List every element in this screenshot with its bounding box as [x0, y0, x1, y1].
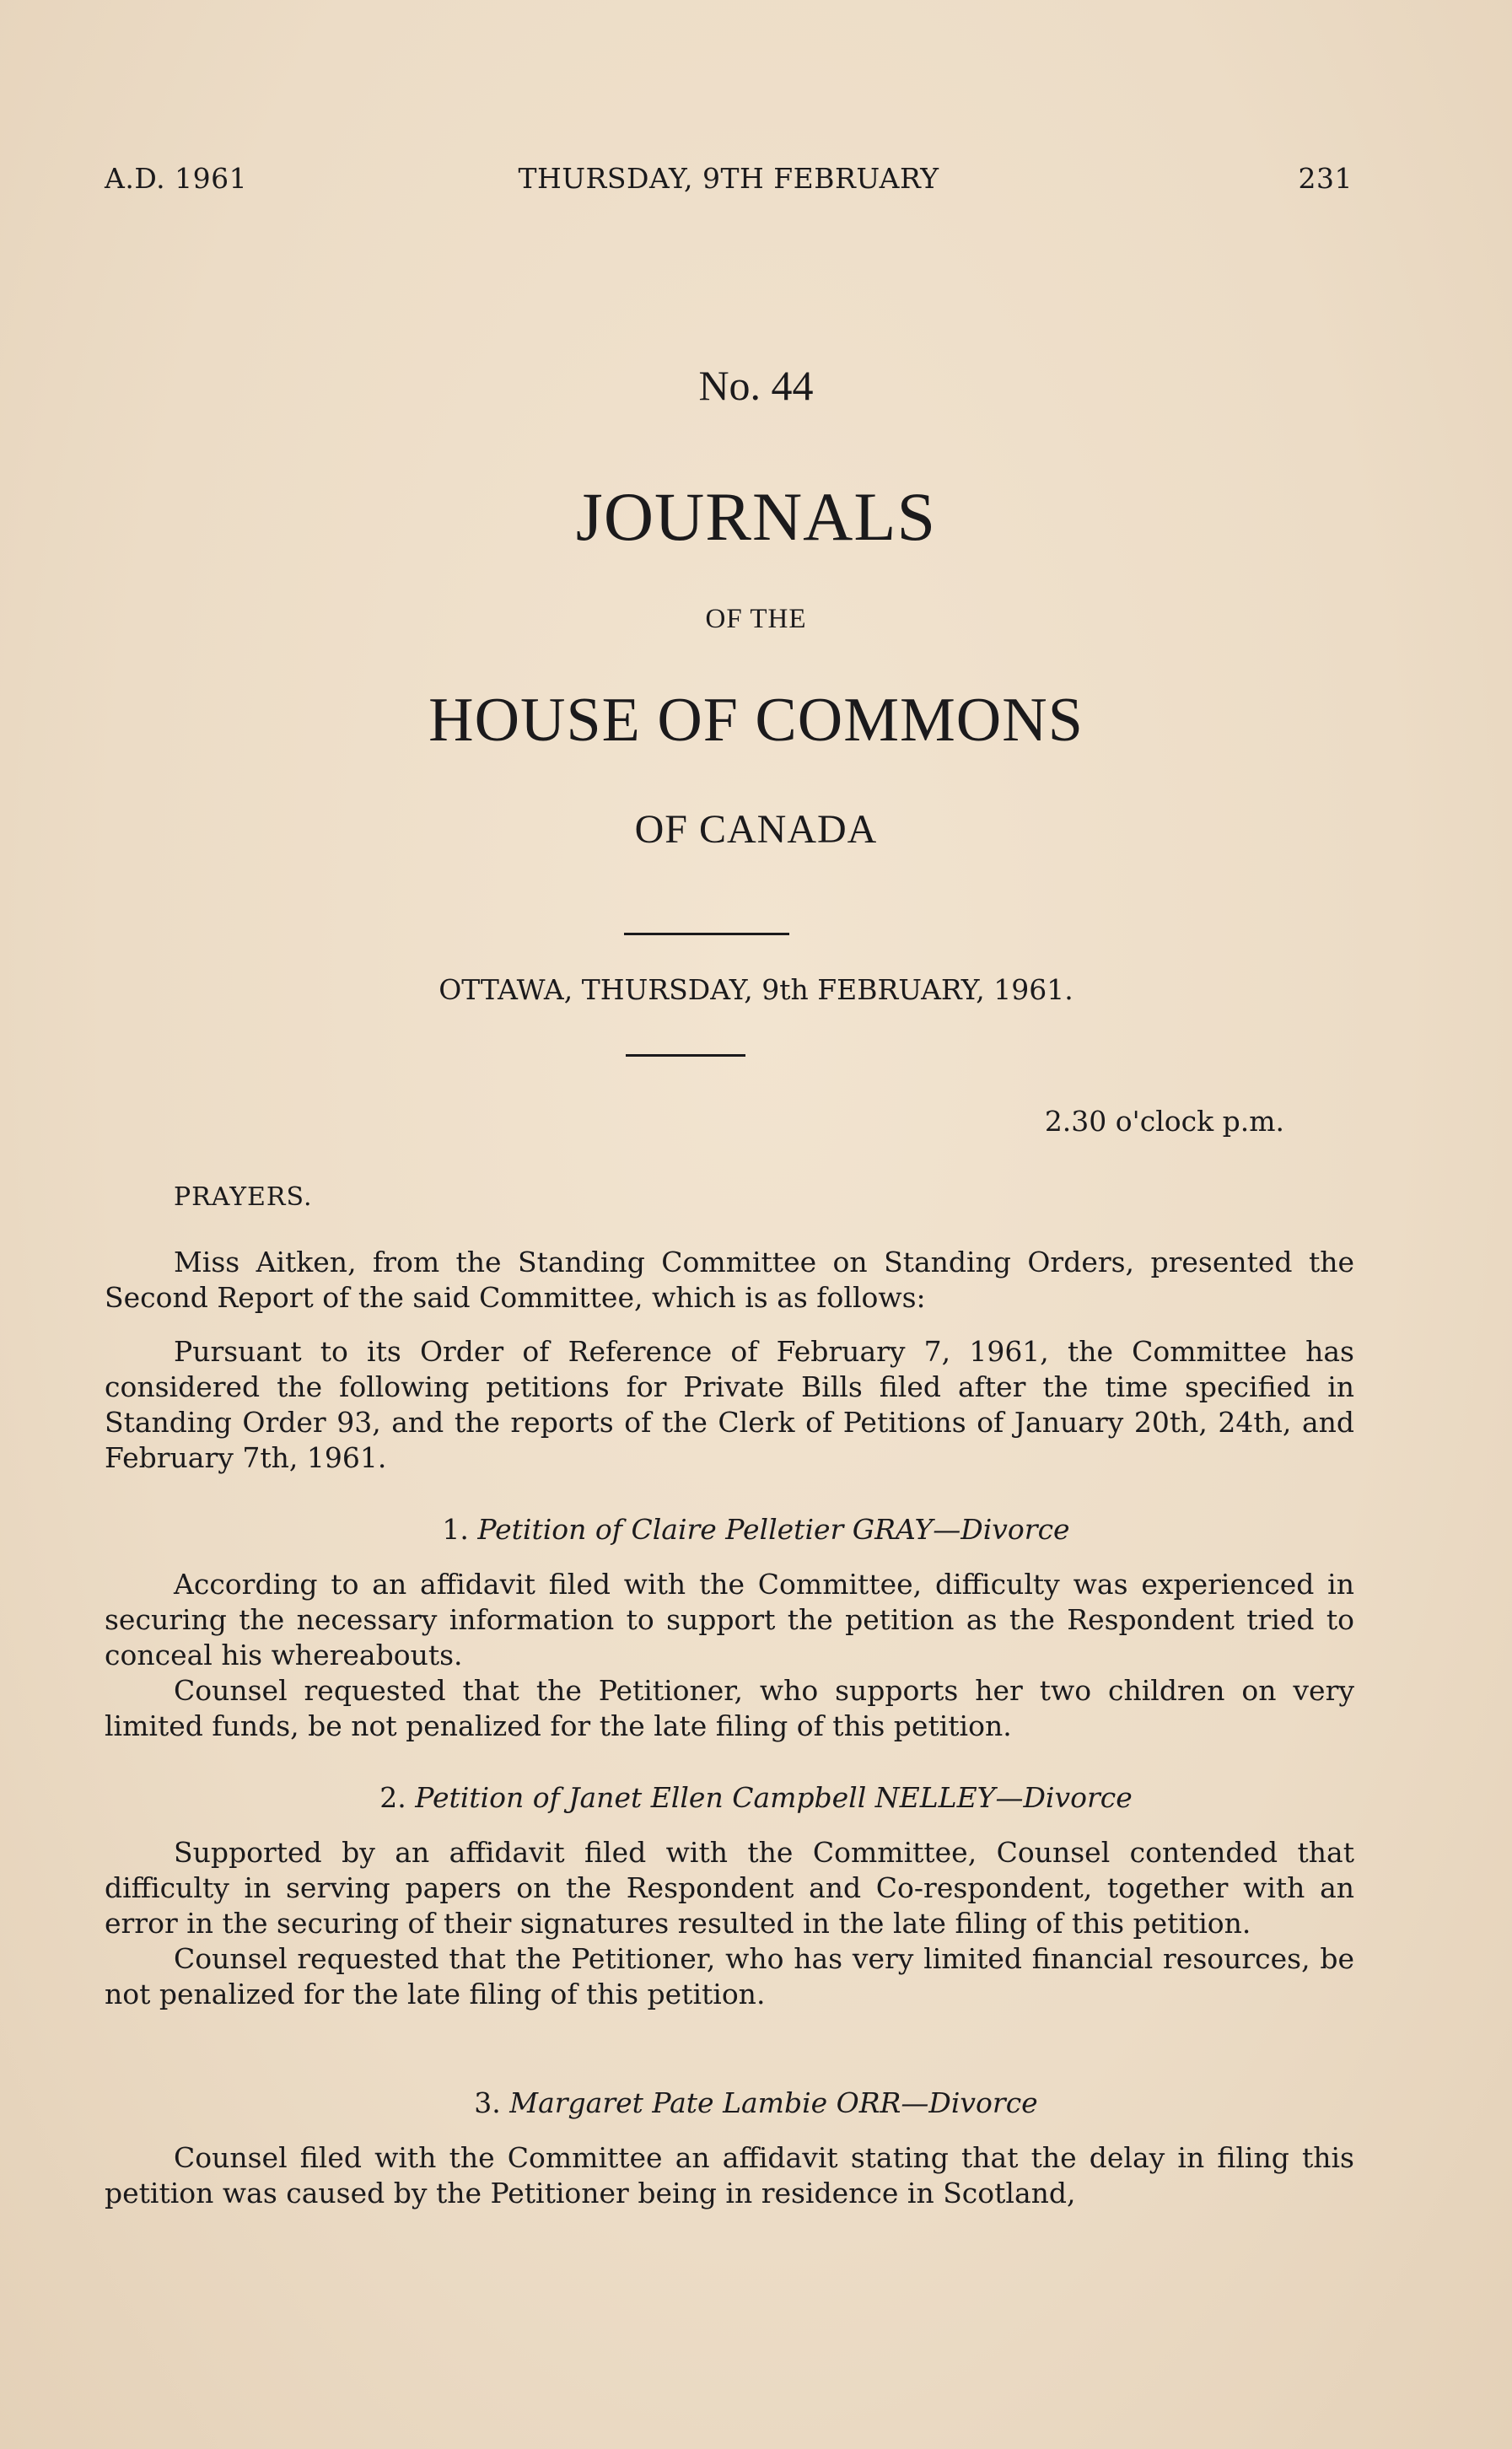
- divider-rule: [624, 933, 789, 935]
- report-intro: [105, 1245, 1354, 1316]
- dateline: OTTAWA, THURSDAY, 9th FEBRUARY, 1961.: [439, 973, 1073, 1006]
- petition-body: [105, 1567, 1354, 1744]
- journal-number: No. 44: [698, 362, 814, 409]
- petition-body: [105, 2140, 1354, 2211]
- of-the-line: OF THE: [705, 604, 807, 634]
- page-number: 231: [1298, 162, 1353, 195]
- petition-title: Margaret Pate Lambie ORR—Divorce: [509, 2086, 1038, 2119]
- order-of-reference: [105, 1334, 1354, 1476]
- paragraph: Pursuant to its Order of Reference of February 7, 1961, the Committee has considered the following petitions for Private Bills filed after the time specified in Standing Order 93, and the reports of the Clerk of Petitions of January 20th, 24th, and February 7th, 1961.: [105, 1335, 1354, 1474]
- paragraph: Supported by an affidavit filed with the Committee, Counsel contended that difficulty in serving papers on the Respondent and Co-respondent, together with an error in the securing of their signatures resulted in the late filing of this petition.: [105, 1836, 1354, 1940]
- paragraph: Counsel filed with the Committee an affidavit stating that the delay in filing this petition was caused by the Petitioner being in residence in Scotland,: [105, 2141, 1354, 2209]
- running-head: [105, 162, 1353, 201]
- paragraph: Miss Aitken, from the Standing Committee on Standing Orders, presented the Second Report of the said Committee, which is as follows:: [105, 1246, 1354, 1314]
- petition-number: 1.: [442, 1513, 469, 1546]
- paragraph: Counsel requested that the Petitioner, who has very limited financial resources, be not penalized for the late filing of this petition.: [105, 1942, 1354, 2010]
- petition-body: [105, 1835, 1354, 2012]
- journals-title: JOURNALS: [575, 478, 937, 555]
- header-year: A.D. 1961: [105, 162, 248, 195]
- petition-title: Petition of Janet Ellen Campbell NELLEY—Divorce: [415, 1781, 1133, 1814]
- sitting-time: 2.30 o'clock p.m.: [1044, 1105, 1284, 1138]
- header-date: THURSDAY, 9TH FEBRUARY: [518, 162, 939, 195]
- paragraph: Counsel requested that the Petitioner, who supports her two children on very limited funds, be not penalized for the late filing of this petition.: [105, 1674, 1354, 1742]
- petition-heading: [0, 1781, 1512, 1814]
- of-canada-line: OF CANADA: [634, 807, 878, 852]
- prayers-label: PRAYERS.: [174, 1182, 313, 1212]
- petition-number: 3.: [474, 2086, 501, 2119]
- divider-rule: [626, 1054, 745, 1057]
- petition-heading: [0, 2086, 1512, 2119]
- petition-title: Petition of Claire Pelletier GRAY—Divorce: [477, 1513, 1070, 1546]
- petition-heading: [0, 1513, 1512, 1546]
- petition-number: 2.: [379, 1781, 406, 1814]
- paragraph: According to an affidavit filed with the Committee, difficulty was experienced in securing the necessary information to support the petition as the Respondent tried to conceal his whereabouts.: [105, 1568, 1354, 1671]
- house-title: HOUSE OF COMMONS: [428, 686, 1084, 755]
